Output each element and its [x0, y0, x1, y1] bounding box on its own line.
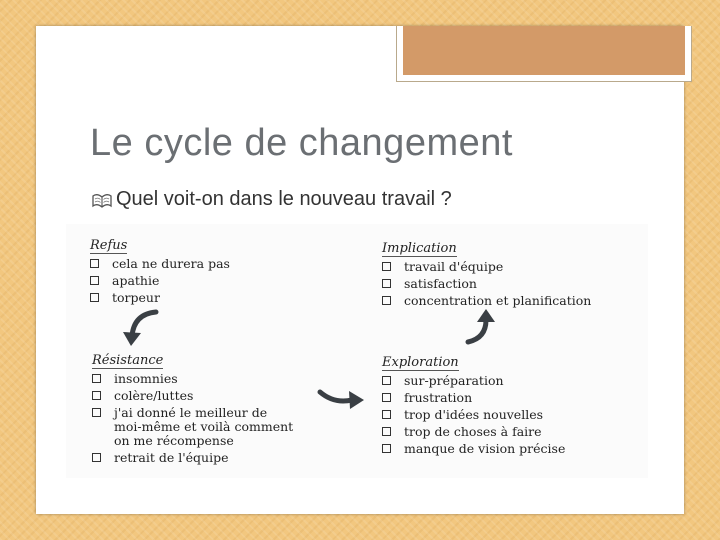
- list-item: concentration et planification: [382, 294, 591, 308]
- checkbox-icon: [92, 374, 101, 383]
- list-item: manque de vision précise: [382, 442, 565, 456]
- checkbox-icon: [92, 453, 101, 462]
- list-item: torpeur: [90, 291, 230, 305]
- checkbox-icon: [382, 444, 391, 453]
- bullet-item: [92, 188, 452, 211]
- list-item: colère/luttes: [92, 389, 293, 403]
- checkbox-icon: [90, 276, 99, 285]
- list-item: retrait de l'équipe: [92, 451, 293, 465]
- resistance-heading: Résistance: [92, 353, 164, 368]
- exploration-block: [382, 351, 565, 459]
- list-item: sur-préparation: [382, 374, 565, 388]
- refus-block: [90, 234, 230, 308]
- slide-title: Le cycle de changement: [90, 122, 513, 164]
- arrow-right-icon: [316, 382, 366, 414]
- checkbox-icon: [382, 376, 391, 385]
- checkbox-icon: [382, 262, 391, 271]
- list-item: insomnies: [92, 372, 293, 386]
- checkbox-icon: [90, 293, 99, 302]
- list-item: j'ai donné le meilleur de moi-même et voilà comment on me récompense: [92, 406, 293, 448]
- checkbox-icon: [382, 410, 391, 419]
- resistance-block: [92, 349, 293, 468]
- checkbox-icon: [382, 427, 391, 436]
- implication-list: [382, 260, 591, 308]
- list-item: trop d'idées nouvelles: [382, 408, 565, 422]
- list-item: cela ne durera pas: [90, 257, 230, 271]
- list-item: apathie: [90, 274, 230, 288]
- arrow-up-icon: [462, 308, 498, 348]
- exploration-list: [382, 374, 565, 456]
- refus-heading: Refus: [90, 238, 128, 253]
- list-item: travail d'équipe: [382, 260, 591, 274]
- book-icon: [92, 192, 112, 208]
- checkbox-icon: [92, 391, 101, 400]
- checkbox-icon: [92, 408, 101, 417]
- change-cycle-image: [66, 224, 648, 478]
- checkbox-icon: [90, 259, 99, 268]
- list-item: trop de choses à faire: [382, 425, 565, 439]
- resistance-list: [92, 372, 293, 465]
- list-item: satisfaction: [382, 277, 591, 291]
- decorative-tab: [396, 26, 692, 82]
- checkbox-icon: [382, 393, 391, 402]
- arrow-down-left-icon: [120, 306, 164, 348]
- checkbox-icon: [382, 279, 391, 288]
- list-item: frustration: [382, 391, 565, 405]
- bullet-text: Quel voit-on dans le nouveau travail ?: [116, 188, 452, 210]
- refus-list: [90, 257, 230, 305]
- implication-heading: Implication: [382, 241, 457, 256]
- implication-block: [382, 237, 591, 311]
- exploration-heading: Exploration: [382, 355, 459, 370]
- checkbox-icon: [382, 296, 391, 305]
